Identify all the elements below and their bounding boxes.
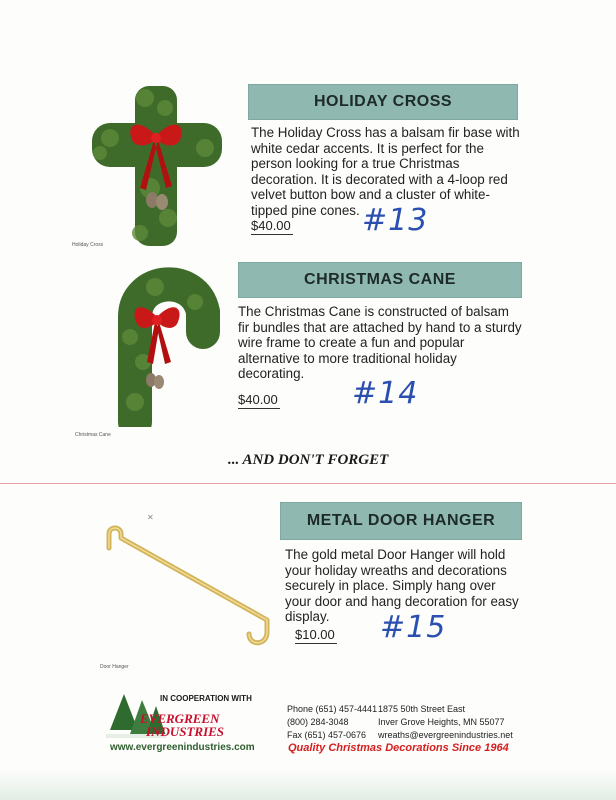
tollfree-number: (800) 284-3048	[287, 717, 349, 727]
door-hanger-price: $10.00	[295, 627, 335, 642]
contact-phones	[287, 703, 377, 742]
door-hanger-title: METAL DOOR HANGER	[280, 502, 522, 540]
door-hanger-handwritten-number: #15	[380, 610, 447, 645]
logo-line-1: EVERGREEN	[140, 711, 220, 726]
address-line-1: 1875 50th Street East	[378, 704, 466, 714]
christmas-cane-handwritten-number: #14	[352, 376, 419, 411]
footer-background-band	[0, 770, 616, 800]
holiday-cross-image	[80, 78, 230, 248]
contact-address	[378, 703, 513, 742]
door-hanger-caption: Door Hanger	[100, 664, 129, 670]
logo-line-2: INDUSTRIES	[146, 724, 225, 739]
phone-number: Phone (651) 457-4441	[287, 704, 378, 714]
holiday-cross-title: HOLIDAY CROSS	[248, 84, 518, 120]
holiday-cross-price: $40.00	[251, 218, 291, 233]
door-hanger-description: The gold metal Door Hanger will hold your holiday wreaths and decorations securely in place. Simply hang over your door and hang decoration for easy display.	[285, 547, 519, 625]
christmas-cane-caption: Christmas Cane	[75, 432, 111, 438]
address-line-2: Inver Grove Heights, MN 55077	[378, 717, 505, 727]
fax-number: Fax (651) 457-0676	[287, 730, 367, 740]
christmas-cane-image	[95, 262, 225, 427]
door-hanger-image	[95, 512, 285, 652]
tagline: Quality Christmas Decorations Since 1964	[288, 742, 509, 754]
christmas-cane-description: The Christmas Cane is constructed of balsam fir bundles that are attached by hand to a sturdy wire frame to create a fun and popular alternative to more traditional holiday decorating.	[238, 304, 522, 382]
christmas-cane-price: $40.00	[238, 392, 278, 407]
holiday-cross-caption: Holiday Cross	[72, 242, 104, 248]
cooperation-label: IN COOPERATION WITH	[160, 694, 252, 703]
holiday-cross-description: The Holiday Cross has a balsam fir base with white cedar accents. It is perfect for the person looking for a true Christmas decoration. It is decorated with a 4-loop red velvet button bow and a cluster of white-tipped pine cones.	[251, 125, 520, 218]
email-address[interactable]: wreaths@evergreenindustries.net	[378, 730, 513, 740]
svg-text:✕: ✕	[147, 513, 154, 522]
christmas-cane-title: CHRISTMAS CANE	[238, 262, 522, 298]
holiday-cross-handwritten-number: #13	[362, 203, 429, 238]
section-heading: ... AND DON'T FORGET	[228, 452, 389, 468]
evergreen-logo-text	[140, 712, 224, 738]
website-link[interactable]: www.evergreenindustries.com	[110, 742, 255, 753]
red-divider	[0, 483, 616, 484]
